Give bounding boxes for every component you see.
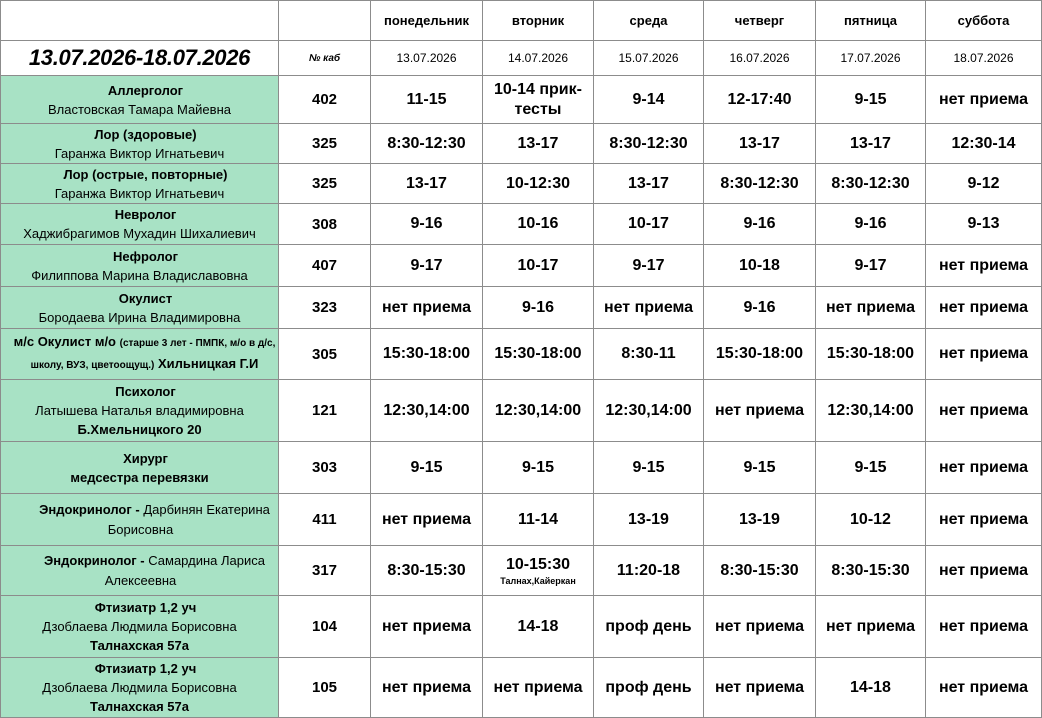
- hours-cell: 13-19: [594, 494, 704, 546]
- hours-cell: 9-15: [816, 76, 926, 124]
- hours-cell: 12:30-14: [926, 124, 1042, 164]
- header-day: пятница: [816, 1, 926, 41]
- kab-column-label: № каб: [279, 41, 371, 76]
- hours-cell: 13-17: [483, 124, 594, 164]
- table-row: [1, 494, 1042, 546]
- header-days-row: [1, 1, 1042, 41]
- hours-cell: 12:30,14:00: [483, 380, 594, 442]
- doctor-name: Латышева Наталья владимировна: [35, 403, 244, 418]
- address: Талнахская 57а: [90, 638, 189, 653]
- specialty: Лор (острые, повторные): [63, 166, 228, 182]
- doctor-cell: [1, 329, 279, 380]
- hours-cell: 11-14: [483, 494, 594, 546]
- hours-cell: 13-19: [704, 494, 816, 546]
- header-date: 14.07.2026: [483, 41, 594, 76]
- doctor-name: Гаранжа Виктор Игнатьевич: [54, 185, 225, 201]
- hours-cell: 9-14: [594, 76, 704, 124]
- hours-cell: нет приема: [926, 76, 1042, 124]
- hours-cell: 9-16: [704, 287, 816, 329]
- doctor-cell: [1, 546, 279, 596]
- table-row: [1, 380, 1042, 442]
- room-number: 308: [279, 204, 371, 245]
- hours-cell: нет приема: [926, 546, 1042, 596]
- specialty: м/с Окулист м/о: [13, 334, 116, 349]
- doctor-name: Самардина Лариса Алексеевна: [104, 552, 265, 588]
- room-number: 121: [279, 380, 371, 442]
- table-row: [1, 546, 1042, 596]
- hours-cell: нет приема: [926, 596, 1042, 658]
- specialty: Невролог: [114, 207, 177, 222]
- header-corner-empty: [1, 1, 279, 41]
- table-row: [1, 287, 1042, 329]
- hours-cell: 8:30-15:30: [816, 546, 926, 596]
- room-number: 303: [279, 442, 371, 494]
- doctor-cell: [1, 287, 279, 329]
- specialty: Психолог: [115, 384, 176, 399]
- room-number: 105: [279, 658, 371, 718]
- hours-cell: 12-17:40: [704, 76, 816, 124]
- room-number: 402: [279, 76, 371, 124]
- hours-cell: нет приема: [704, 658, 816, 718]
- hours-cell: 12:30,14:00: [816, 380, 926, 442]
- room-number: 325: [279, 124, 371, 164]
- specialty: Окулист: [118, 290, 173, 306]
- hours-cell: 9-16: [483, 287, 594, 329]
- room-number: 411: [279, 494, 371, 546]
- doctor-name: Властовская Тамара Майевна: [48, 101, 231, 117]
- header-day: четверг: [704, 1, 816, 41]
- hours-cell: нет приема: [926, 380, 1042, 442]
- hours-cell: нет приема: [926, 494, 1042, 546]
- hours-cell: 9-15: [594, 442, 704, 494]
- hours-cell: 12:30,14:00: [371, 380, 483, 442]
- hours-cell: нет приема: [926, 658, 1042, 718]
- hours-cell: проф день: [594, 596, 704, 658]
- hours-cell: проф день: [594, 658, 704, 718]
- doctor-cell: [1, 596, 279, 658]
- hours-cell: нет приема: [371, 287, 483, 329]
- specialty: Эндокринолог -: [44, 552, 145, 568]
- hours-cell: нет приема: [594, 287, 704, 329]
- hours-cell: 10-18: [704, 245, 816, 287]
- hours-cell: нет приема: [371, 494, 483, 546]
- hours-cell: 15:30-18:00: [816, 329, 926, 380]
- doctor-cell: [1, 380, 279, 442]
- hours-cell: 12:30,14:00: [594, 380, 704, 442]
- doctor-name: Дарбинян Екатерина Борисовна: [107, 501, 270, 537]
- address: Талнахская 57а: [90, 699, 189, 714]
- hours-cell: 14-18: [816, 658, 926, 718]
- header-day: среда: [594, 1, 704, 41]
- location-note: Талнах,Кайеркан: [500, 575, 576, 586]
- header-kab-empty: [279, 1, 371, 41]
- hours-cell: 14-18: [483, 596, 594, 658]
- hours-cell: 13-17: [704, 124, 816, 164]
- hours-cell: 8:30-12:30: [371, 124, 483, 164]
- header-date: 13.07.2026: [371, 41, 483, 76]
- hours-cell: нет приема: [371, 596, 483, 658]
- table-row: [1, 442, 1042, 494]
- specialty-note: (старше 3 лет - ПМПК, м/о в д/с, школу, ВУЗ, цветоощущ.): [30, 338, 276, 371]
- doctor-cell: [1, 494, 279, 546]
- doctor-name: медсестра перевязки: [70, 469, 209, 485]
- hours-cell: 15:30-18:00: [483, 329, 594, 380]
- hours-cell: 9-15: [483, 442, 594, 494]
- hours-cell: 8:30-11: [594, 329, 704, 380]
- doctor-name: Дзоблаева Людмила Борисовна: [42, 619, 237, 634]
- specialty: Аллерголог: [107, 82, 184, 98]
- hours-cell: 9-12: [926, 164, 1042, 204]
- table-row: [1, 164, 1042, 204]
- hours-cell: 9-16: [371, 204, 483, 245]
- hours-cell: 8:30-12:30: [816, 164, 926, 204]
- hours-cell: 10-12: [816, 494, 926, 546]
- hours-cell: нет приема: [816, 287, 926, 329]
- hours-cell: 9-17: [594, 245, 704, 287]
- doctor-cell: [1, 164, 279, 204]
- table-row: [1, 245, 1042, 287]
- table-row: [1, 596, 1042, 658]
- header-date: 15.07.2026: [594, 41, 704, 76]
- hours-cell: 10-16: [483, 204, 594, 245]
- header-day: понедельник: [371, 1, 483, 41]
- hours-cell: 15:30-18:00: [371, 329, 483, 380]
- table-row: [1, 329, 1042, 380]
- room-number: 317: [279, 546, 371, 596]
- hours-cell: 8:30-12:30: [594, 124, 704, 164]
- hours-cell: 10-17: [483, 245, 594, 287]
- header-dates-row: [1, 41, 1042, 76]
- hours-cell: 9-15: [704, 442, 816, 494]
- hours-cell: нет приема: [704, 596, 816, 658]
- hours-cell: нет приема: [816, 596, 926, 658]
- hours-cell: 10-12:30: [483, 164, 594, 204]
- table-row: [1, 76, 1042, 124]
- hours-cell: нет приема: [926, 287, 1042, 329]
- room-number: 325: [279, 164, 371, 204]
- specialty: Фтизиатр 1,2 уч: [94, 600, 197, 615]
- hours-cell: [483, 546, 594, 596]
- hours-cell: 11:20-18: [594, 546, 704, 596]
- hours-cell: 9-16: [816, 204, 926, 245]
- hours-cell: нет приема: [926, 329, 1042, 380]
- hours-cell: 15:30-18:00: [704, 329, 816, 380]
- hours-cell: 10-17: [594, 204, 704, 245]
- doctor-cell: [1, 658, 279, 718]
- hours-cell: нет приема: [926, 245, 1042, 287]
- doctor-cell: [1, 124, 279, 164]
- doctor-name: Хильницкая Г.И: [157, 356, 259, 371]
- hours-cell: 9-17: [816, 245, 926, 287]
- hours-cell: 9-13: [926, 204, 1042, 245]
- hours-cell: 9-16: [704, 204, 816, 245]
- doctor-name: Гаранжа Виктор Игнатьевич: [54, 145, 225, 161]
- specialty: Хирург: [123, 450, 168, 466]
- table-row: [1, 658, 1042, 718]
- hours-cell: нет приема: [926, 442, 1042, 494]
- doctor-name: Хаджибрагимов Мухадин Шихалиевич: [23, 226, 256, 241]
- hours-cell: 9-15: [816, 442, 926, 494]
- hours-cell: 13-17: [594, 164, 704, 204]
- hours-cell: нет приема: [704, 380, 816, 442]
- date-range-title: 13.07.2026-18.07.2026: [1, 41, 279, 76]
- table-row: [1, 124, 1042, 164]
- room-number: 305: [279, 329, 371, 380]
- hours-cell: 9-15: [371, 442, 483, 494]
- table-row: [1, 204, 1042, 245]
- hours-cell: 13-17: [816, 124, 926, 164]
- doctor-name: Бородаева Ирина Владимировна: [38, 309, 241, 325]
- doctor-cell: [1, 204, 279, 245]
- room-number: 407: [279, 245, 371, 287]
- header-day: вторник: [483, 1, 594, 41]
- doctor-name: Дзоблаева Людмила Борисовна: [42, 680, 237, 695]
- hours-cell: 8:30-12:30: [704, 164, 816, 204]
- hours-cell: 8:30-15:30: [704, 546, 816, 596]
- hours-cell: нет приема: [483, 658, 594, 718]
- hours-cell: нет приема: [371, 658, 483, 718]
- address: Б.Хмельницкого 20: [77, 422, 202, 437]
- doctor-cell: [1, 76, 279, 124]
- specialty: Фтизиатр 1,2 уч: [94, 661, 197, 676]
- room-number: 104: [279, 596, 371, 658]
- doctor-cell: [1, 245, 279, 287]
- header-date: 18.07.2026: [926, 41, 1042, 76]
- hours-value: 10-15:30: [505, 555, 571, 573]
- room-number: 323: [279, 287, 371, 329]
- hours-cell: 11-15: [371, 76, 483, 124]
- doctor-name: Филиппова Марина Владиславовна: [31, 267, 248, 283]
- hours-cell: 13-17: [371, 164, 483, 204]
- header-date: 16.07.2026: [704, 41, 816, 76]
- specialty: Нефролог: [113, 248, 178, 264]
- hours-cell: 9-17: [371, 245, 483, 287]
- header-day: суббота: [926, 1, 1042, 41]
- header-date: 17.07.2026: [816, 41, 926, 76]
- specialty: Эндокринолог -: [39, 501, 140, 517]
- specialty: Лор (здоровые): [94, 126, 197, 142]
- hours-cell: 8:30-15:30: [371, 546, 483, 596]
- doctor-cell: [1, 442, 279, 494]
- hours-cell: 10-14 прик-тесты: [483, 76, 594, 124]
